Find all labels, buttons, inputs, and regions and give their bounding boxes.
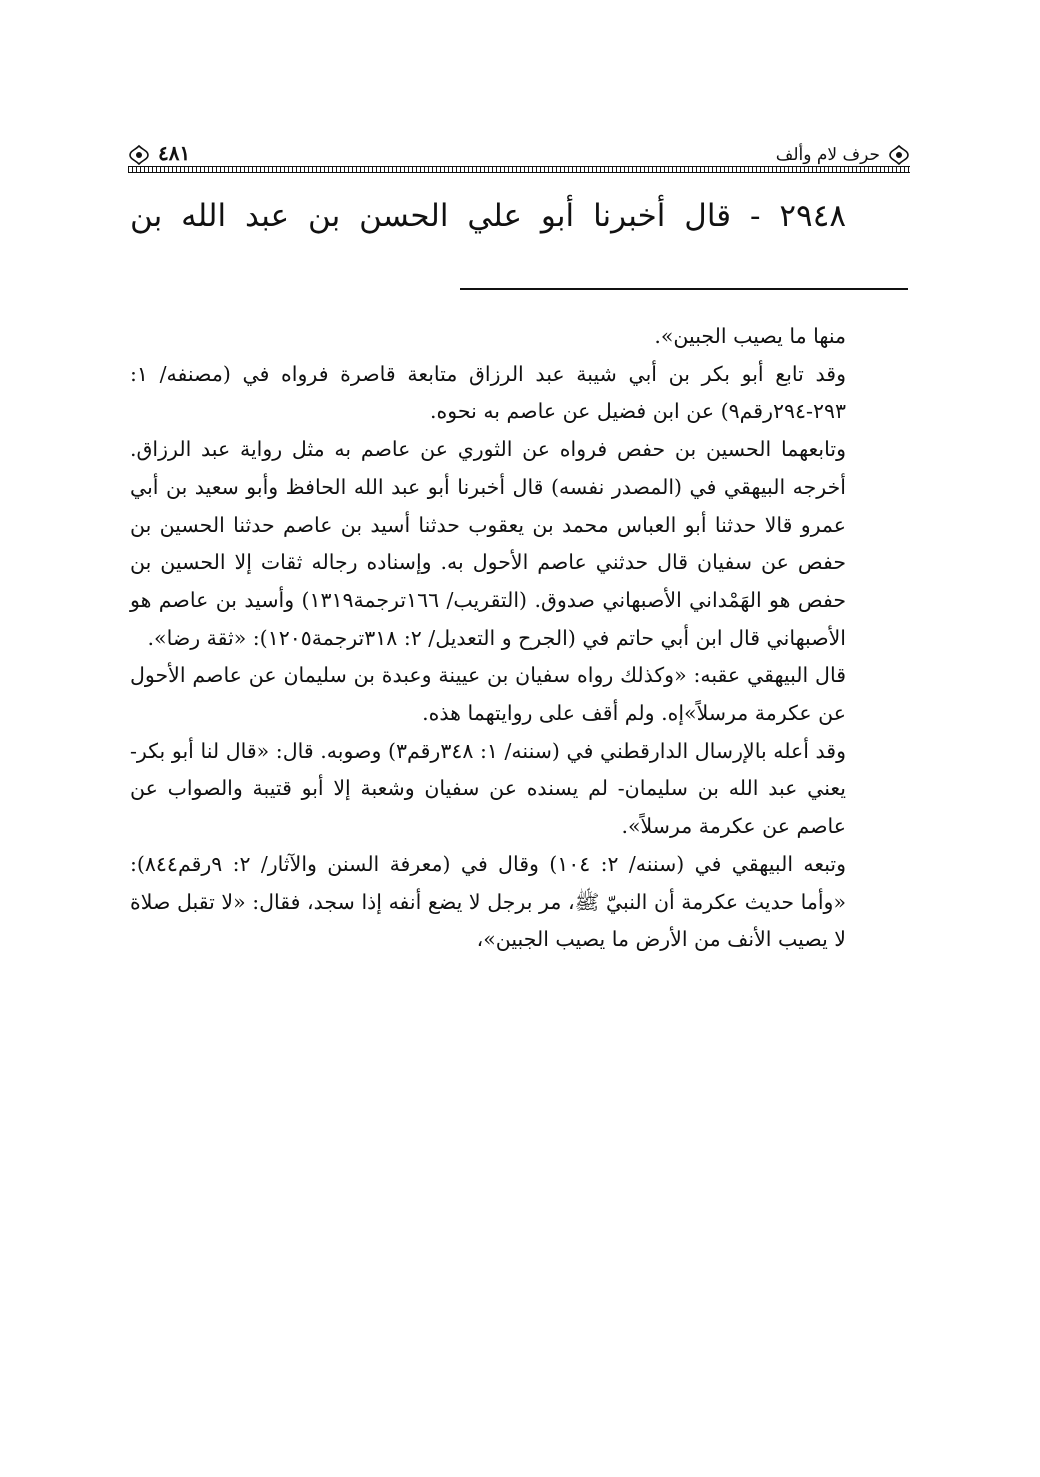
footnote-paragraph: وتابعهما الحسين بن حفص فرواه عن الثوري عن عاصم به مثل رواية عبد الرزاق. أخرجه البيهقي في (المصدر نفسه) قال أخبرنا أبو عبد الله الحافظ وأبو سعيد بن أبي عمرو قالا حدثنا أبو العباس محمد بن يعقوب حدثنا أسيد بن عاصم حدثنا الحسين بن حفص عن سفيان قال حدثني عاصم الأحول به. وإسناده رجاله ثقات إلا الحسين بن حفص هو الهَمْداني الأصبهاني صدوق. (التقريب/ ١٦٦ترجمة١٣١٩) وأسيد بن عاصم هو الأصبهاني قال ابن أبي حاتم في (الجرح و التعديل/ ٢: ٣١٨ترجمة١٢٠٥): «ثقة رضا».: [130, 437, 846, 650]
chapter-title: حرف لام وألف: [775, 145, 880, 165]
footnote-paragraph: قال البيهقي عقبه: «وكذلك رواه سفيان بن عيينة وعبدة بن سليمان عن عاصم الأحول عن عكرمة مرسلاً»إه. ولم أقف على روايتهما هذه.: [130, 663, 846, 726]
footnote-separator: [460, 288, 908, 290]
ornament-icon: [128, 144, 150, 166]
footnote-paragraph: وتبعه البيهقي في (سننه/ ٢: ١٠٤) وقال في (معرفة السنن والآثار/ ٢: ٩رقم٨٤٤): «وأما حديث عكرمة أن النبيّ ﷺ، مر برجل لا يضع أنفه إذا سجد، فقال: «لا تقبل صلاة لا يصيب الأنف من الأرض ما يصيب الجبين»،: [130, 851, 846, 952]
footnotes: [130, 318, 846, 959]
running-header: [128, 140, 910, 170]
header-rule: [128, 166, 910, 173]
entry-heading: ٢٩٤٨ - قال أخبرنا أبو علي الحسن بن عبد الله بن: [130, 198, 846, 234]
footnote-paragraph: وقد تابع أبو بكر بن أبي شيبة عبد الرزاق متابعة قاصرة فرواه في (مصنفه/ ١: ٢٩٣-٢٩٤رقم٩) عن ابن فضيل عن عاصم به نحوه.: [130, 361, 846, 424]
footnote-paragraph: منها ما يصيب الجبين».: [654, 324, 846, 348]
ornament-icon: [888, 144, 910, 166]
footnote-paragraph: وقد أعله بالإرسال الدارقطني في (سننه/ ١: ٣٤٨رقم٣) وصوبه. قال: «قال لنا أبو بكر-يعني عبد الله بن سليمان- لم يسنده عن سفيان وشعبة إلا أبو قتيبة والصواب عن عاصم عن عكرمة مرسلاً».: [130, 738, 846, 839]
page-number: ٤٨١: [158, 141, 191, 165]
